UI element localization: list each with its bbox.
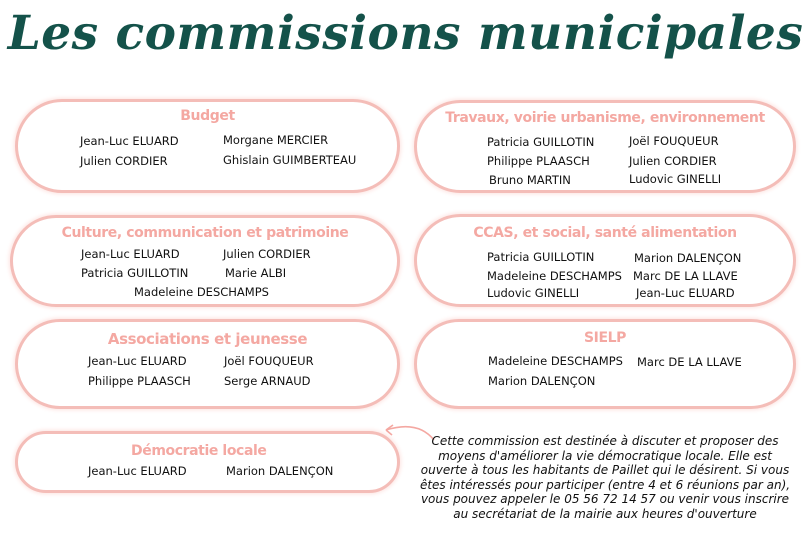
member-name: Madeleine DESCHAMPS: [487, 269, 622, 283]
commission-title: CCAS, et social, santé alimentation: [473, 225, 737, 241]
democratie-note: Cette commission est destinée à discuter et proposer des moyens d'améliorer la vie démocratique locale. Elle est ouverte à tous les habitants de Paillet qui le désirent. Si vous êtes intéressés pour participer (entre 4 et 6 réunions par an), vous pouvez appeler le 05 56 72 14 57 ou venir vous inscrire au secrétariat de la mairie aux heures d'ouverture: [419, 434, 791, 521]
commission-associations: [15, 319, 400, 409]
member-name: Morgane MERCIER: [223, 133, 329, 147]
commission-title: Associations et jeunesse: [107, 330, 308, 348]
member-name: Madeleine DESCHAMPS: [134, 285, 269, 299]
member-name: Ghislain GUIMBERTEAU: [223, 153, 357, 167]
commission-budget: [15, 99, 400, 193]
member-name: Marion DALENÇON: [226, 464, 334, 478]
member-name: Marion DALENÇON: [634, 251, 742, 265]
member-name: Marion DALENÇON: [488, 374, 596, 388]
member-name: Ludovic GINELLI: [629, 172, 722, 186]
member-name: Julien CORDIER: [80, 154, 168, 168]
member-name: Joël FOUQUEUR: [224, 354, 314, 368]
commission-culture: [10, 215, 400, 307]
member-name: Joël FOUQUEUR: [629, 134, 719, 148]
commission-title: Démocratie locale: [131, 443, 267, 459]
member-name: Marc DE LA LLAVE: [633, 269, 738, 283]
member-name: Jean-Luc ELUARD: [88, 464, 187, 478]
commission-travaux: [414, 100, 796, 193]
member-name: Patricia GUILLOTIN: [487, 135, 595, 149]
member-name: Jean-Luc ELUARD: [81, 247, 180, 261]
member-name: Jean-Luc ELUARD: [636, 286, 735, 300]
member-name: Philippe PLAASCH: [88, 374, 191, 388]
commission-title: Travaux, voirie urbanisme, environnement: [445, 110, 765, 126]
member-name: Bruno MARTIN: [489, 173, 571, 187]
member-name: Jean-Luc ELUARD: [88, 354, 187, 368]
member-name: Julien CORDIER: [223, 247, 311, 261]
member-name: Patricia GUILLOTIN: [81, 266, 189, 280]
member-name: Patricia GUILLOTIN: [487, 250, 595, 264]
commission-title: Budget: [180, 108, 235, 124]
member-name: Philippe PLAASCH: [487, 154, 590, 168]
commission-sielp: [414, 319, 796, 409]
commission-title: SIELP: [583, 330, 627, 346]
member-name: Serge ARNAUD: [224, 374, 311, 388]
commission-democratie: [15, 431, 400, 493]
member-name: Julien CORDIER: [629, 154, 717, 168]
member-name: Jean-Luc ELUARD: [80, 134, 179, 148]
member-name: Marc DE LA LLAVE: [637, 355, 742, 369]
member-name: Marie ALBI: [225, 266, 287, 280]
member-name: Madeleine DESCHAMPS: [488, 354, 623, 368]
page-title: Les commissions municipales: [7, 6, 804, 61]
commission-ccas: [414, 214, 796, 307]
commission-title: Culture, communication et patrimoine: [61, 225, 349, 241]
member-name: Ludovic GINELLI: [487, 286, 580, 300]
